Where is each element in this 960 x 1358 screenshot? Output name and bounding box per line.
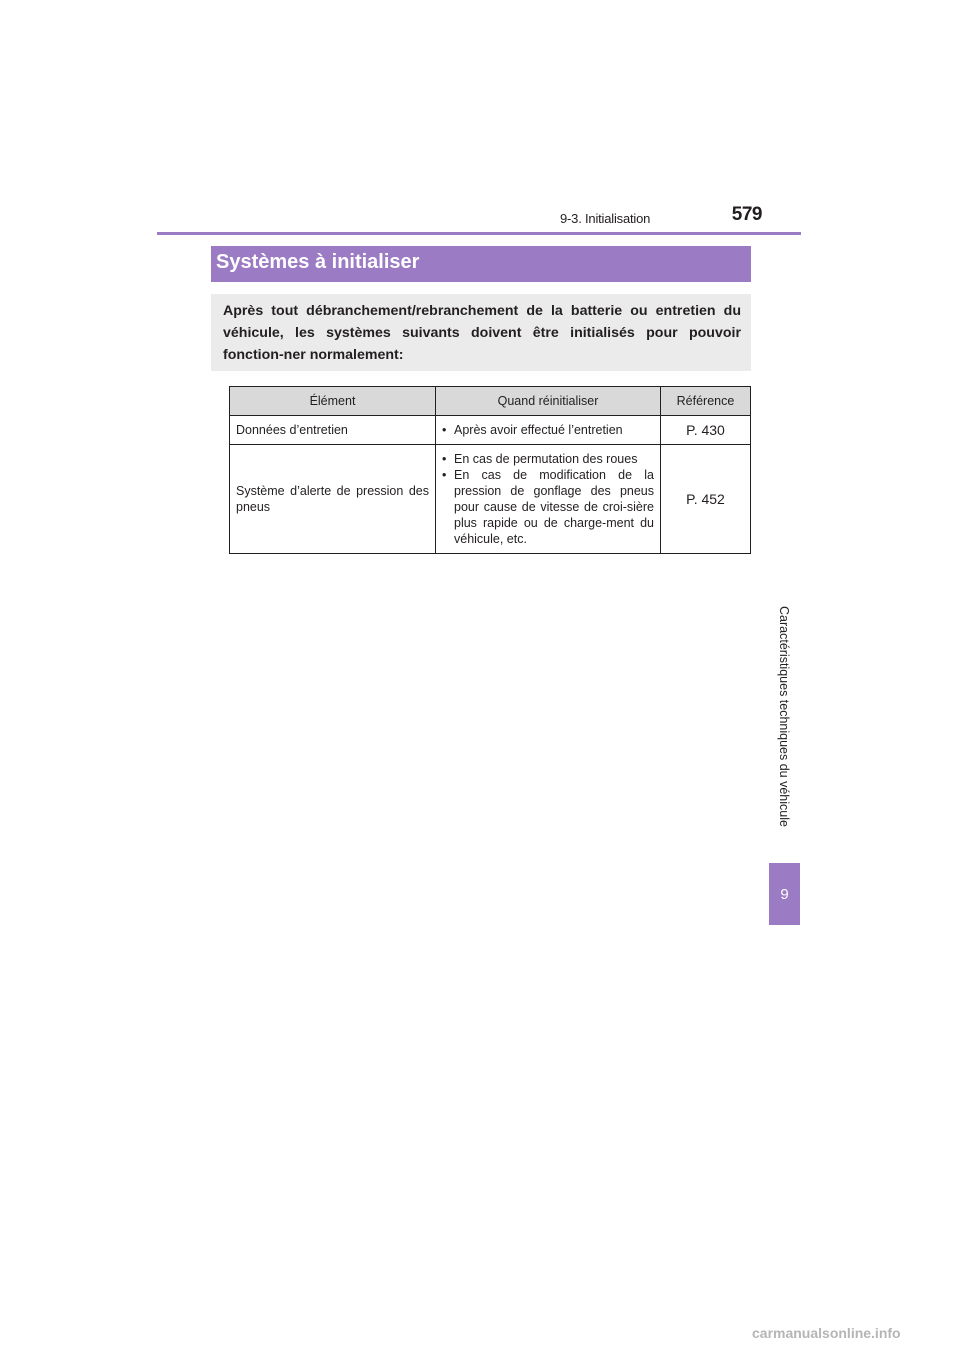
condition-item: • En cas de permutation des roues <box>442 451 654 467</box>
chapter-number: 9 <box>780 885 789 903</box>
section-title-bar <box>211 246 751 282</box>
table-header-row <box>230 387 751 416</box>
when-cell <box>436 416 661 445</box>
intro-paragraph: Après tout débranchement/rebranchement de la batterie ou entretien du véhicule, les systèmes suivants doivent être initialisés pour pouvoir fonction-ner normalement: <box>211 294 751 371</box>
condition-item: • Après avoir effectué l’entretien <box>442 422 654 438</box>
table-row <box>230 445 751 554</box>
initialization-table <box>229 386 751 554</box>
section-title: Systèmes à initialiser <box>216 251 420 273</box>
condition-item: • En cas de modification de la pression de gonflage des pneus pour cause de vitesse de croi-sière plus rapide ou de charge-ment du véhicule, etc. <box>442 467 654 547</box>
chapter-side-label: Caractéristiques techniques du véhicule <box>777 606 791 827</box>
column-header-when: Quand réinitialiser <box>436 387 661 416</box>
page-number: 579 <box>731 204 762 225</box>
section-name: 9-3. Initialisation <box>560 211 651 226</box>
page-reference: P. 452 <box>661 445 751 554</box>
chapter-tab <box>769 863 800 925</box>
element-cell: Système d’alerte de pression des pneus <box>230 445 436 554</box>
element-cell: Données d’entretien <box>230 416 436 445</box>
column-header-reference: Référence <box>661 387 751 416</box>
when-cell <box>436 445 661 554</box>
page-reference: P. 430 <box>661 416 751 445</box>
column-header-element: Élément <box>230 387 436 416</box>
header-rule <box>157 232 801 235</box>
watermark: carmanualsonline.info <box>752 1325 901 1341</box>
table-row <box>230 416 751 445</box>
